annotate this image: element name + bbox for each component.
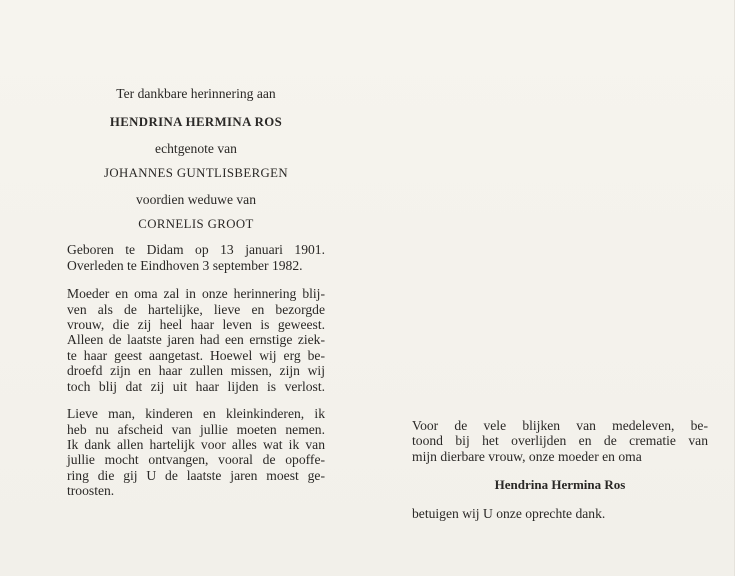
thanks-name: Hendrina Hermina Ros [494, 477, 626, 493]
paragraph-memory [67, 286, 325, 394]
text-line: te haar geest aangetast. Hoewel wij erg be- [67, 347, 325, 363]
text-line: droefd zijn en haar zullen missen, zijn wij [67, 363, 325, 379]
deceased-name: HENDRINA HERMINA ROS [109, 115, 283, 130]
text-line: jullie mocht ontvangen, vooral de opoffe- [67, 452, 325, 468]
thanks-column [412, 418, 708, 521]
paragraph-farewell [67, 406, 325, 498]
text-line: Moeder en oma zal in onze herinnering blij- [67, 286, 325, 302]
widow-label: voordien weduwe van [135, 191, 257, 207]
thanks-line: toond bij het overlijden en de crematie van [412, 433, 708, 449]
text-line: Lieve man, kinderen en kleinkinderen, ik [67, 406, 325, 422]
text-line: Ik dank allen hartelijk voor alles wat ik van [67, 436, 325, 452]
thanks-line: Voor de vele blijken van medeleven, be- [412, 418, 708, 433]
thanks-line: mijn dierbare vrouw, onze moeder en oma [412, 448, 642, 464]
text-line: toch blij dat zij uit haar lijden is verlost. [67, 378, 325, 394]
text-line: heb nu afscheid van jullie moeten nemen. [67, 421, 325, 437]
text-line: Alleen de laatste jaren had een ernstige ziek- [67, 332, 325, 348]
text-line: ring die gij U de laatste jaren moest ge- [67, 467, 325, 483]
text-line: ven als de hartelijke, lieve en bezorgde [67, 301, 325, 317]
text-line: vrouw, die zij heel haar leven is geweest. [67, 317, 325, 333]
thanks-closing: betuigen wij U onze oprechte dank. [412, 505, 606, 521]
intro-line: Ter dankbare herinnering aan [116, 86, 276, 101]
text-line: troosten. [67, 483, 115, 499]
spouse-label: echtgenote van [155, 140, 237, 156]
first-spouse-name: CORNELIS GROOT [138, 217, 254, 232]
spouse-name: JOHANNES GUNTLISBERGEN [103, 166, 289, 181]
birth-line: Geboren te Didam op 13 januari 1901. [67, 242, 325, 258]
memorial-text-column [67, 86, 325, 499]
death-line: Overleden te Eindhoven 3 september 1982. [67, 257, 303, 273]
